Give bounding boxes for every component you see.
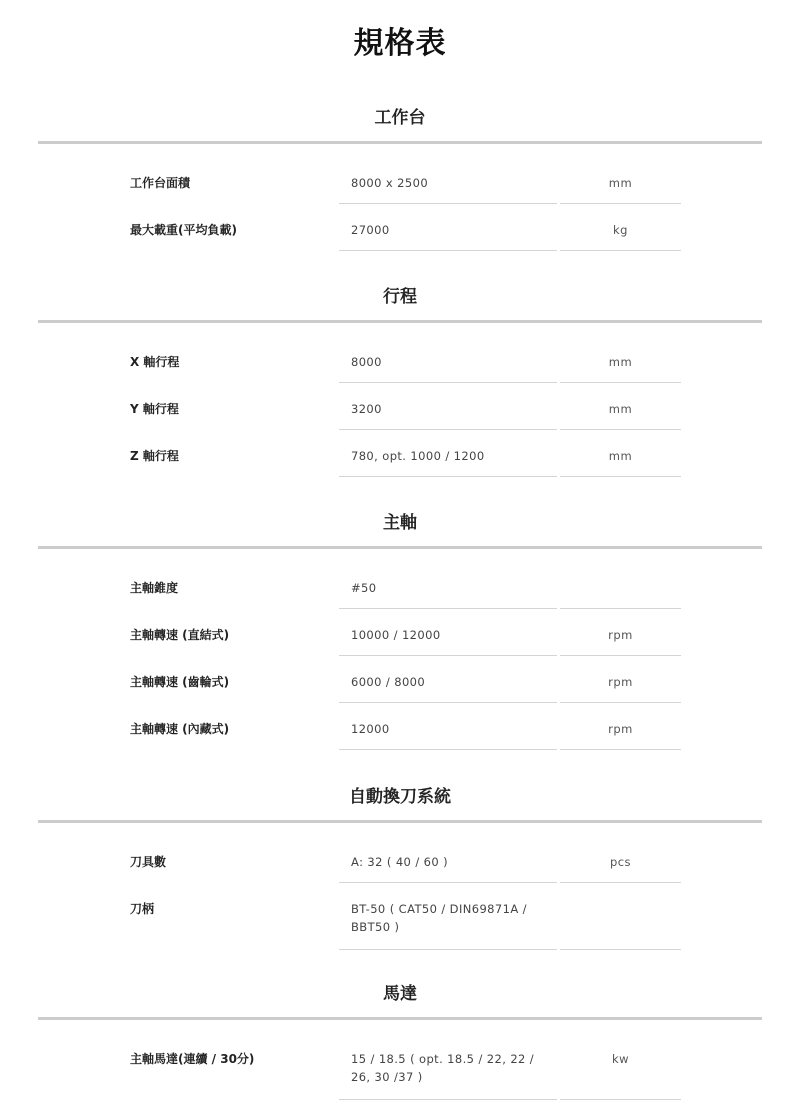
spec-value-cell [339, 157, 557, 204]
spec-value-cell [339, 430, 557, 477]
spec-value-cell [339, 336, 557, 383]
spec-unit: kw [611, 1052, 630, 1066]
spec-label: 工作台面積 [130, 176, 191, 190]
spec-row [0, 562, 800, 609]
spec-unit-cell [560, 609, 681, 656]
spec-label: Y 軸行程 [130, 402, 179, 416]
spec-label: 最大載重(平均負載) [130, 223, 237, 237]
spec-value-cell [339, 204, 557, 251]
spec-unit-cell [560, 157, 681, 204]
spec-value-cell [339, 883, 557, 950]
spec-value-cell [339, 1033, 557, 1100]
spec-unit-cell [560, 836, 681, 883]
spec-value: 8000 [351, 355, 382, 369]
spec-value: 27000 [351, 223, 390, 237]
spec-value: 10000 / 12000 [351, 628, 441, 642]
spec-row [0, 609, 800, 656]
section-spindle [0, 508, 800, 750]
spec-value: 8000 x 2500 [351, 176, 429, 190]
spec-row [0, 656, 800, 703]
spec-unit-cell [560, 336, 681, 383]
spec-unit: mm [608, 355, 633, 369]
section-title: 主軸 [383, 513, 417, 533]
spec-unit-cell [560, 1033, 681, 1100]
spec-unit: mm [608, 449, 633, 463]
spec-unit: rpm [608, 628, 633, 642]
spec-unit-cell [560, 430, 681, 477]
spec-label: 主軸馬達(連續 / 30分) [130, 1052, 255, 1066]
section-motor [0, 979, 800, 1100]
spec-label: 主軸轉速 (直結式) [130, 628, 230, 642]
spec-value-cell [339, 383, 557, 430]
section-title: 馬達 [383, 984, 417, 1004]
spec-row [0, 836, 800, 883]
section-worktable [0, 103, 800, 251]
spec-row [0, 383, 800, 430]
spec-value: BT-50 ( CAT50 / DIN69871A / BBT50 ) [351, 902, 527, 934]
spec-label: Z 軸行程 [130, 449, 179, 463]
spec-value-cell [339, 836, 557, 883]
spec-label: 刀柄 [130, 902, 155, 916]
spec-value: 780, opt. 1000 / 1200 [351, 449, 485, 463]
spec-value: A: 32 ( 40 / 60 ) [351, 855, 449, 869]
spec-unit-cell [560, 656, 681, 703]
spec-label: 主軸轉速 (齒輪式) [130, 675, 230, 689]
spec-unit: kg [613, 223, 628, 237]
spec-unit-cell [560, 883, 681, 950]
spec-label: 主軸轉速 (內藏式) [130, 722, 230, 736]
spec-value: 6000 / 8000 [351, 675, 426, 689]
section-title: 自動換刀系統 [349, 787, 451, 807]
spec-row [0, 703, 800, 750]
spec-unit: pcs [609, 855, 632, 869]
section-title: 工作台 [374, 108, 426, 128]
section-title: 行程 [383, 287, 417, 307]
spec-label: X 軸行程 [130, 355, 180, 369]
spec-row [0, 204, 800, 251]
spec-unit [560, 883, 681, 900]
spec-row [0, 157, 800, 204]
spec-row [0, 430, 800, 477]
spec-value-cell [339, 562, 557, 609]
spec-row [0, 1033, 800, 1100]
section-atc [0, 782, 800, 950]
spec-unit: mm [608, 402, 633, 416]
spec-label: 主軸錐度 [130, 581, 179, 595]
page-title: 規格表 [353, 26, 447, 61]
spec-unit-cell [560, 383, 681, 430]
spec-value: 12000 [351, 722, 390, 736]
spec-row [0, 883, 800, 950]
spec-value: 3200 [351, 402, 382, 416]
spec-row [0, 336, 800, 383]
spec-unit-cell [560, 703, 681, 750]
spec-value-cell [339, 703, 557, 750]
spec-unit-cell [560, 562, 681, 609]
spec-label: 刀具數 [130, 855, 167, 869]
spec-unit: rpm [608, 675, 633, 689]
spec-value-cell [339, 656, 557, 703]
spec-unit [560, 562, 681, 579]
spec-unit-cell [560, 204, 681, 251]
spec-unit: mm [608, 176, 633, 190]
spec-value: #50 [351, 581, 377, 595]
section-travel [0, 282, 800, 477]
spec-value: 15 / 18.5 ( opt. 18.5 / 22, 22 / 26, 30 /37 ) [351, 1052, 535, 1084]
spec-value-cell [339, 609, 557, 656]
spec-unit: rpm [608, 722, 633, 736]
